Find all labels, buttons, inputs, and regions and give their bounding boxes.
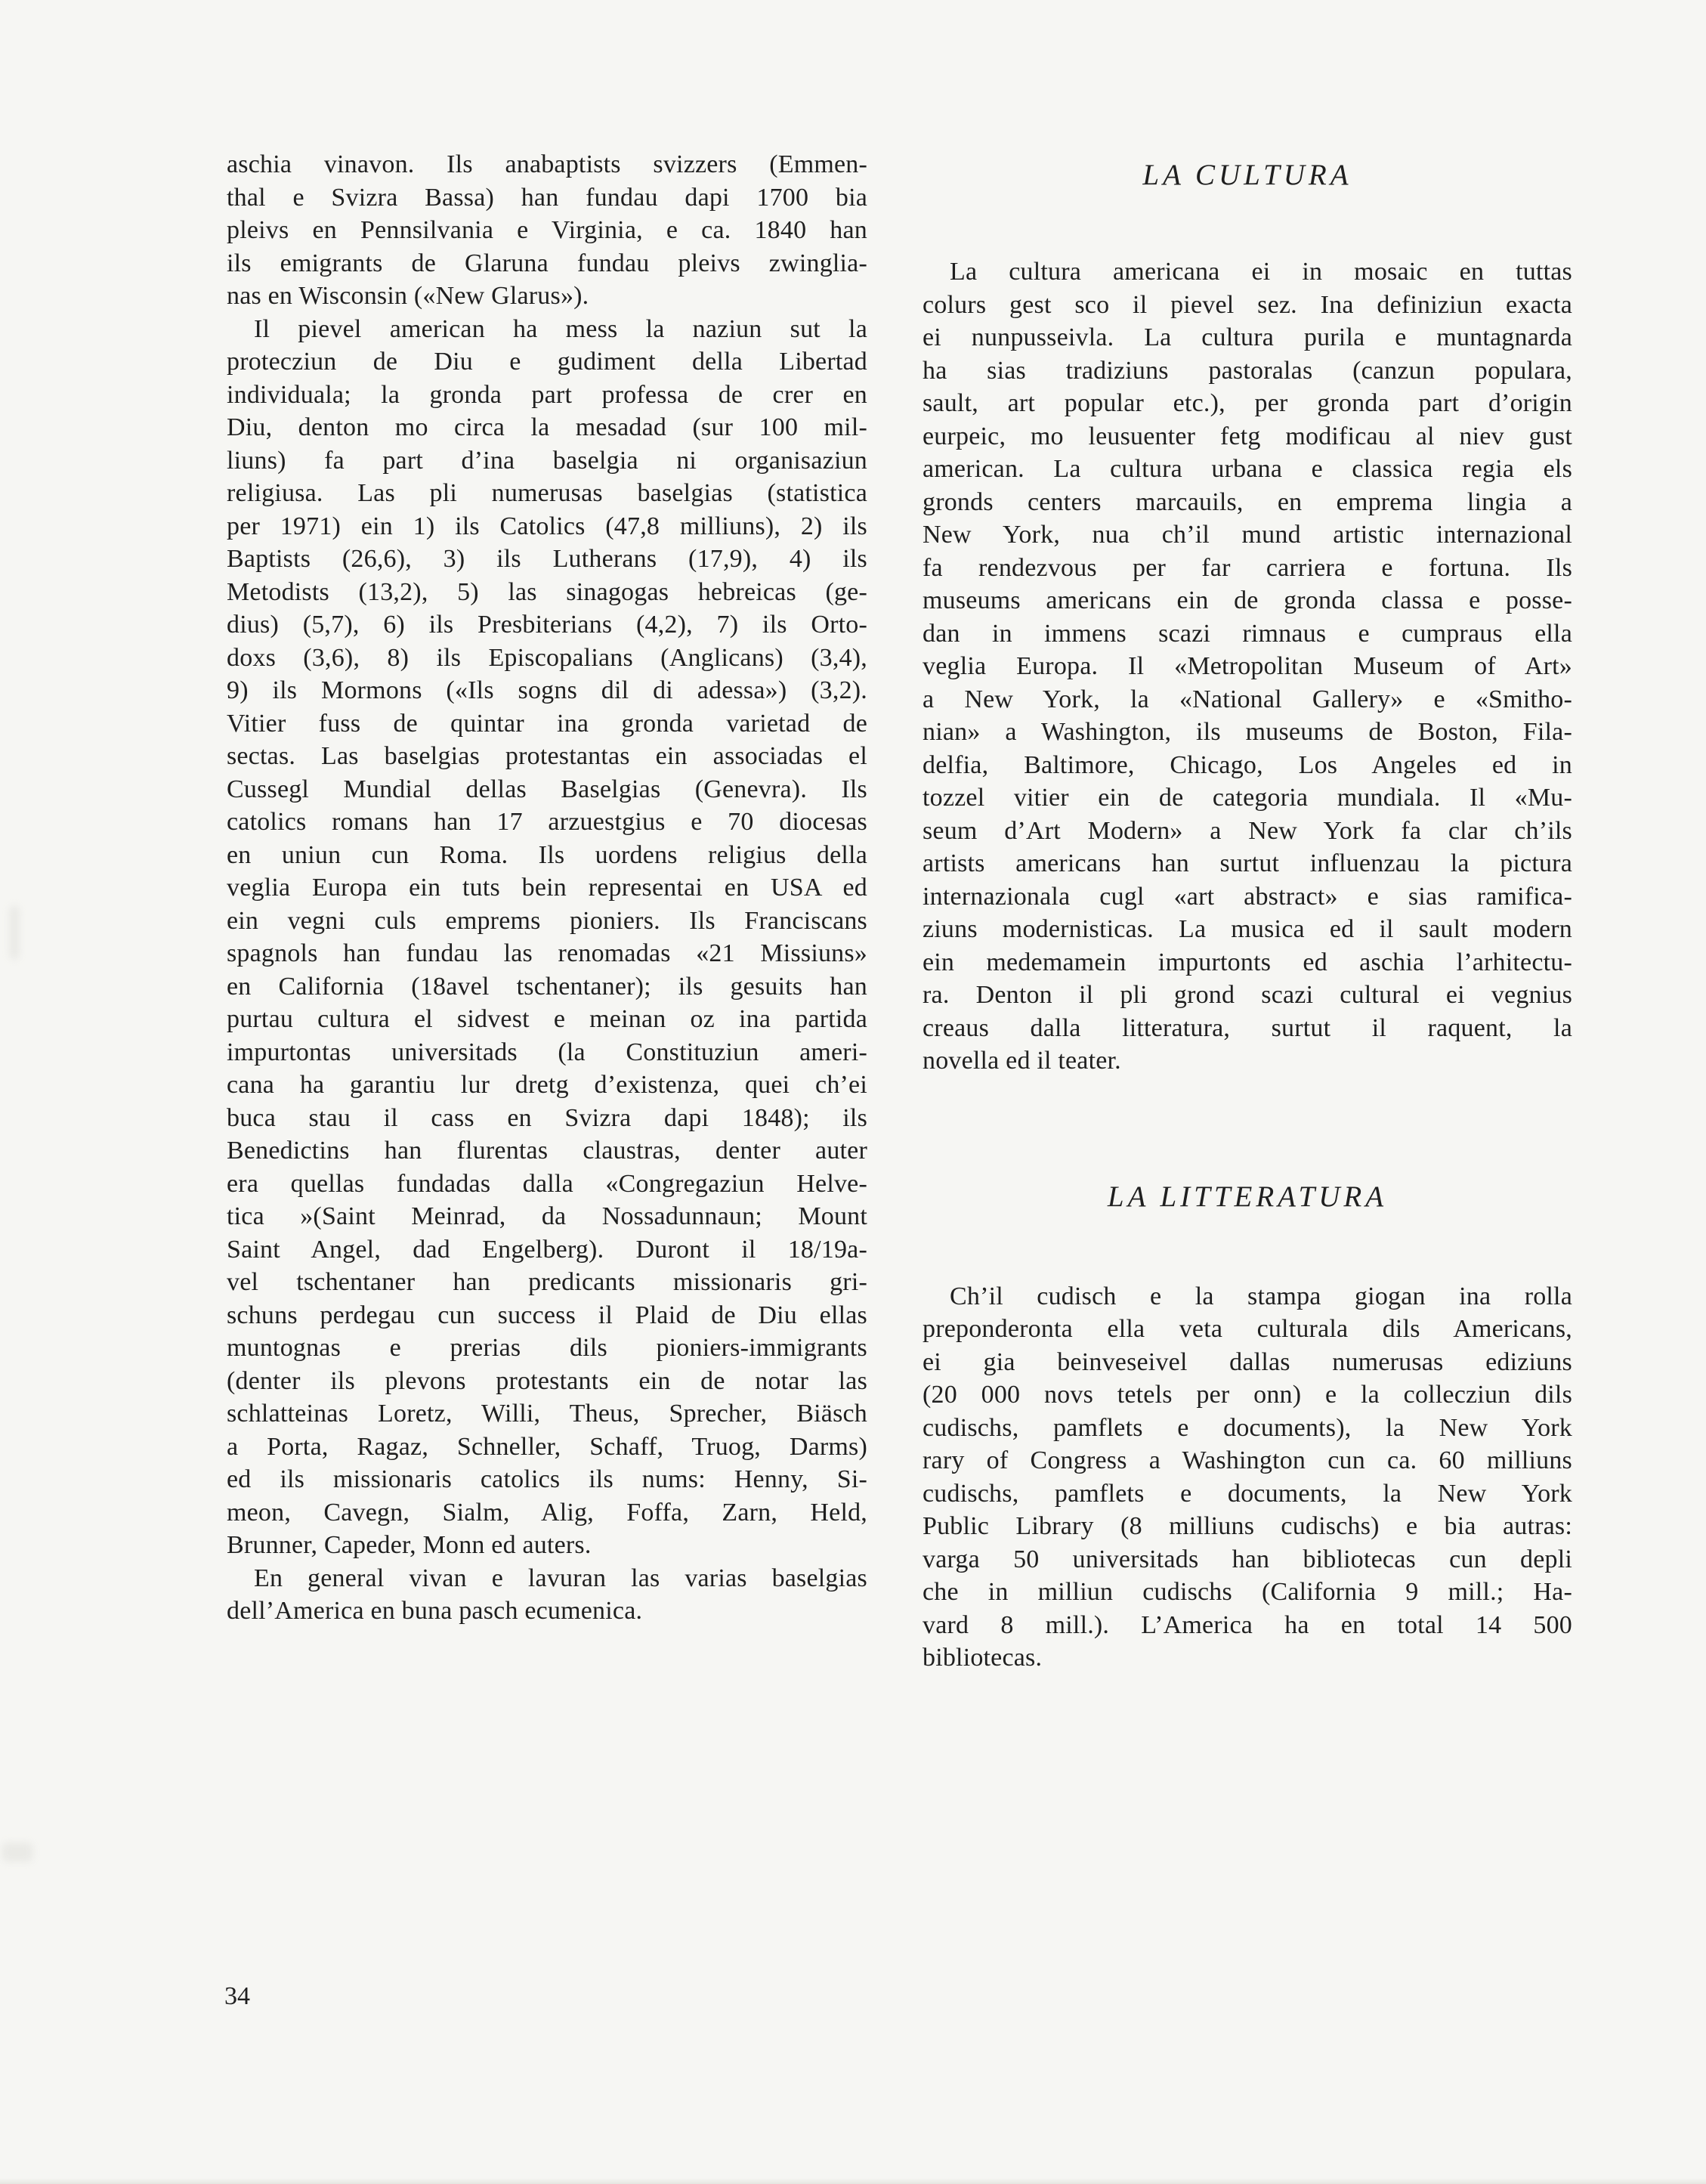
text-line: tica »(Saint Meinrad, da Nossadunnaun; Mount [227,1202,867,1230]
text-line: fa rendezvous per far carriera e fortuna. Ils [923,553,1572,582]
text-line: cudischs, pamflets e documents, la New York [923,1479,1572,1508]
text-line: Vitier fuss de quintar ina gronda varietad de [227,709,867,738]
text-line: sault, art popular etc.), per gronda part d’origin [923,389,1572,417]
text-line: Diu, denton mo circa la mesadad (sur 100 mil- [227,413,867,441]
text-line: catolics romans han 17 arzuestgius e 70 diocesas [227,808,867,836]
text-line: pleivs en Pennsilvania e Virginia, e ca. 1840 han [227,216,867,244]
text-line: gronds centers marcauils, en emprema lingia a [923,487,1572,516]
text-line: tozzel vitier ein de categoria mundiala. Il «Mu- [923,784,1572,812]
section-heading-la-cultura: LA CULTURA [1142,159,1352,191]
text-line: aschia vinavon. Ils anabaptists svizzers (Emmen- [227,150,867,178]
text-line: thal e Svizra Bassa) han fundau dapi 1700 bia [227,183,867,212]
text-line: eurpeic, mo leusuenter fetg modificau al niev gust [923,422,1572,450]
text-line: religiusa. Las pli numerusas baselgias (statistica [227,479,867,507]
paragraph-ecumenica [227,1562,867,1628]
text-line: cana ha garantiu lur dretg d’existenza, quei ch’ei [227,1071,867,1099]
text-line: muntognas e prerias dils pioniers-immigrants [227,1334,867,1362]
paragraph-la-litteratura [923,1280,1572,1675]
text-line: Benedictins han flurentas claustras, denter auter [227,1137,867,1165]
text-line: schuns perdegau cun success il Plaid de Diu ellas [227,1301,867,1329]
text-line: doxs (3,6), 8) ils Episcopalians (Anglicans) (3,4), [227,643,867,672]
text-line: (20 000 novs tetels per onn) e la collecziun dils [923,1381,1572,1409]
text-line: nas en Wisconsin («New Glarus»). [227,282,589,310]
text-line: ein vegni culs emprems pioniers. Ils Franciscans [227,906,867,935]
scan-artifact [2,1842,33,1862]
text-line: ed ils missionaris catolics ils nums: Henny, Si- [227,1465,867,1493]
text-line: a Porta, Ragaz, Schneller, Schaff, Truog, Darms) [227,1432,867,1461]
scan-artifact [9,905,20,960]
text-line: preponderonta ella veta culturala dils Americans, [923,1315,1572,1343]
text-line: schlatteinas Loretz, Willi, Theus, Sprecher, Biäsch [227,1400,867,1428]
text-line: New York, nua ch’il mund artistic internazional [923,521,1572,549]
text-line: artists americans han surtut influenzau la pictura [923,849,1572,877]
left-text-column [227,148,867,1628]
text-line: Il pievel american ha mess la naziun sut la [254,314,867,343]
text-line: cudischs, pamflets e documents), la New York [923,1413,1572,1442]
text-line: a New York, la «National Gallery» e «Smitho- [923,685,1572,713]
text-line: Cussegl Mundial dellas Baselgias (Genevra). Ils [227,775,867,803]
text-line: La cultura americana ei in mosaic en tuttas [950,258,1572,286]
text-line: ein medemamein impurtonts ed aschia l’arhitectu- [923,948,1572,976]
text-line: dell’America en buna pasch ecumenica. [227,1597,643,1625]
text-line: meon, Cavegn, Sialm, Alig, Foffa, Zarn, Held, [227,1498,867,1527]
text-line: spagnols han fundau las renomadas «21 Missiuns» [227,939,867,967]
text-line: impurtontas universitads (la Constituziun ameri- [227,1038,867,1066]
text-line: per 1971) ein 1) ils Catolics (47,8 milliuns), 2) ils [227,512,867,540]
text-line: ziuns modernisticas. La musica ed il sault modern [923,915,1572,943]
text-line: vel tschentaner han predicants missionaris gri- [227,1268,867,1296]
text-line: individuala; la gronda part professa de crer en [227,380,867,409]
page-number: 34 [224,1982,250,2010]
text-line: Metodists (13,2), 5) las sinagogas hebreicas (ge- [227,577,867,606]
text-line: colurs gest sco il pievel sez. Ina definiziun exacta [923,290,1572,319]
right-text-column [923,148,1572,1675]
text-line: delfia, Baltimore, Chicago, Los Angeles ed in [923,750,1572,779]
text-line: che in milliun cudischs (California 9 mill.; Ha- [923,1578,1572,1606]
text-line: era quellas fundadas dalla «Congregaziun Helve- [227,1169,867,1198]
text-line: (denter ils plevons protestants ein de notar las [227,1366,867,1395]
text-line: buca stau il cass en Svizra dapi 1848); ils [227,1103,867,1132]
text-line: veglia Europa. Il «Metropolitan Museum of Art» [923,652,1572,680]
text-line: ra. Denton il pli grond scazi cultural ei vegnius [923,981,1572,1009]
text-line: Baptists (26,6), 3) ils Lutherans (17,9), 4) ils [227,545,867,573]
text-line: ei gia beinveseivel dallas numerusas ediziuns [923,1347,1572,1376]
text-line: En general vivan e lavuran las varias baselgias [254,1564,867,1592]
text-line: liuns) fa part d’ina baselgia ni organisaziun [227,446,867,475]
paragraph-continuation [227,148,867,313]
text-line: ei nunpusseivla. La cultura purila e muntagnarda [923,323,1572,351]
text-line: varga 50 universitads han bibliotecas cun depli [923,1545,1572,1573]
text-line: creaus dalla litteratura, surtut il raquent, la [923,1013,1572,1042]
text-line: veglia Europa ein tuts bein representai en USA ed [227,874,867,902]
page-edge-shadow [0,2178,1706,2184]
text-line: dius) (5,7), 6) ils Presbiterians (4,2), 7) ils Orto- [227,611,867,639]
text-line: bibliotecas. [923,1644,1043,1672]
text-line: Saint Angel, dad Engelberg). Duront il 18/19a- [227,1235,867,1264]
text-line: protecziun de Diu e gudiment della Libertad [227,348,867,376]
text-line: Ch’il cudisch e la stampa giogan ina rolla [950,1282,1572,1310]
text-line: museums americans ein de gronda classa e posse- [923,586,1572,614]
text-line: nian» a Washington, ils museums de Boston, Fila- [923,718,1572,746]
text-line: rary of Congress a Washington cun ca. 60 milliuns [923,1446,1572,1474]
text-line: ils emigrants de Glaruna fundau pleivs zwinglia- [227,249,867,277]
text-line: en uniun cun Roma. Ils uordens religius della [227,840,867,869]
paragraph-religion-statistics [227,313,867,1562]
text-line: Public Library (8 milliuns cudischs) e bia autras: [923,1512,1572,1540]
text-line: internazionala cugl «art abstract» e sias ramifica- [923,882,1572,911]
text-line: novella ed il teater. [923,1047,1121,1075]
text-line: ha sias tradiziuns pastoralas (canzun populara, [923,356,1572,385]
text-line: seum d’Art Modern» a New York fa clar ch’ils [923,816,1572,845]
text-line: en California (18avel tschentaner); ils gesuits han [227,972,867,1001]
section-heading-la-litteratura: LA LITTERATURA [1107,1180,1388,1213]
text-line: vard 8 mill.). L’America ha en total 14 500 [923,1610,1572,1639]
text-line: purtau cultura el sidvest e meinan oz ina partida [227,1005,867,1033]
paragraph-la-cultura [923,255,1572,1078]
text-line: american. La cultura urbana e classica regia els [923,455,1572,483]
text-line: sectas. Las baselgias protestantas ein associadas el [227,742,867,770]
text-line: 9) ils Mormons («Ils sogns dil di adessa») (3,2). [227,676,867,704]
text-line: Brunner, Capeder, Monn ed auters. [227,1531,592,1559]
text-line: dan in immens scazi rimnaus e cumpraus ella [923,619,1572,648]
